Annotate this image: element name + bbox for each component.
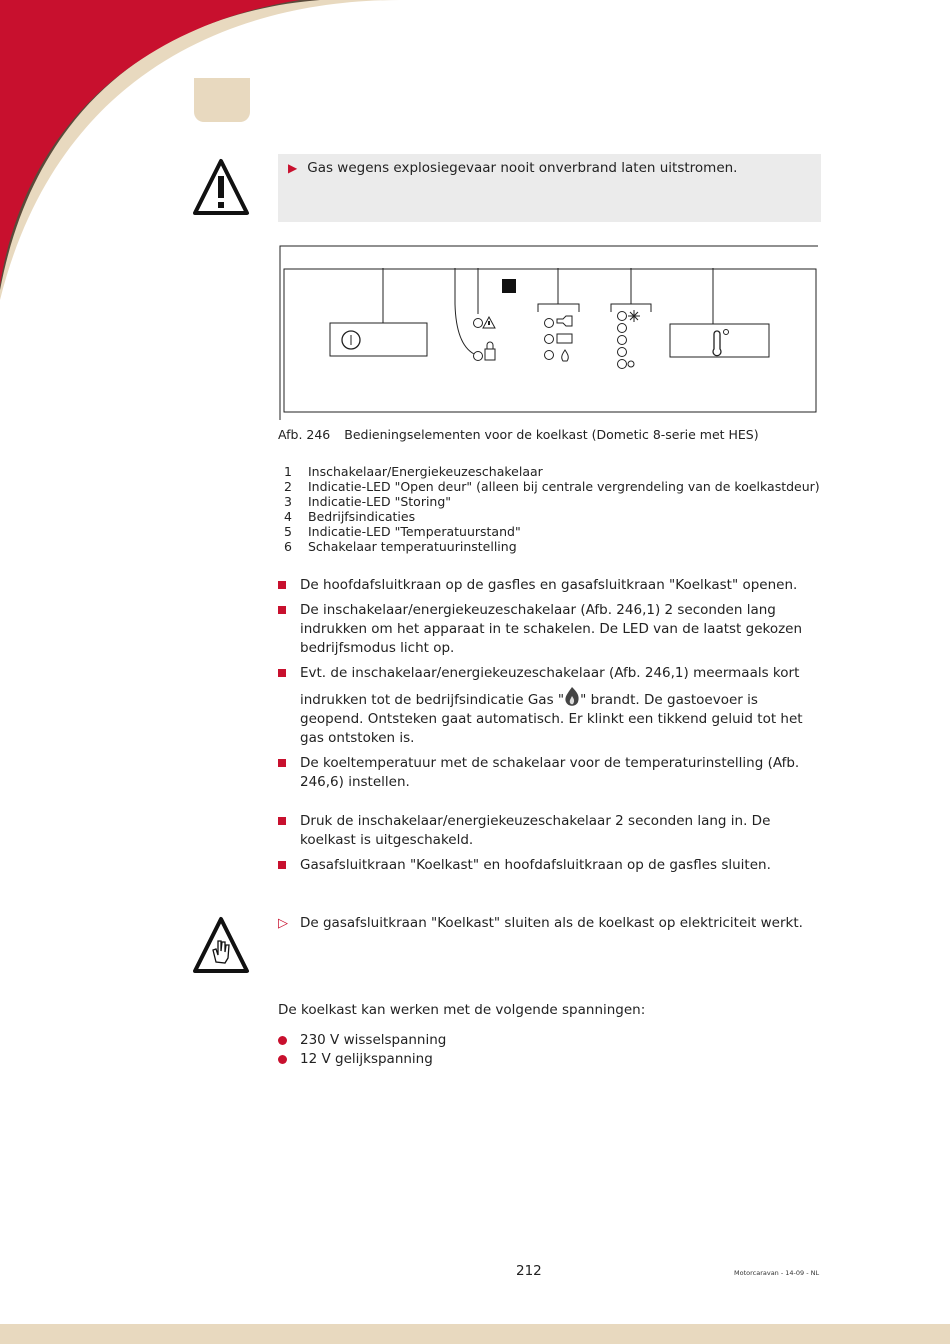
figure-number: Afb. 246 <box>278 427 331 442</box>
chapter-tab <box>194 78 250 122</box>
footer-text: Motorcaravan - 14-09 - NL <box>734 1269 820 1277</box>
warning-text: Gas wegens explosiegevaar nooit onverbrand laten uitstromen. <box>307 160 738 176</box>
square-bullet-icon <box>278 759 286 767</box>
voltage-item: 12 V gelijkspanning <box>278 1050 823 1069</box>
round-bullet-icon <box>278 1036 287 1045</box>
square-bullet-icon <box>278 861 286 869</box>
voltage-intro: De koelkast kan werken met de volgende spanningen: <box>278 1002 646 1018</box>
step-item: De inschakelaar/energiekeuzeschakelaar (Afb. 246,1) 2 seconden lang indrukken om het apparaat in te schakelen. De LED van de laatst gekozen bedrijfsmodus licht op. <box>278 601 823 658</box>
figure-caption <box>278 427 759 442</box>
attention-hand-icon <box>192 916 250 974</box>
step-item: De koeltemperatuur met de schakelaar voor de temperaturinstelling (Afb. 246,6) instellen. <box>278 754 823 792</box>
arrow-right-icon: ▶ <box>288 161 298 175</box>
square-bullet-icon <box>278 581 286 589</box>
round-bullet-icon <box>278 1055 287 1064</box>
footer-band <box>0 1324 950 1344</box>
step-item: Gasafsluitkraan "Koelkast" en hoofdafsluitkraan op de gasfles sluiten. <box>278 856 823 875</box>
legend-item: 2 Indicatie-LED "Open deur" (alleen bij centrale vergrendeling van de koelkastdeur) <box>284 479 820 494</box>
legend-item: 5 Indicatie-LED "Temperatuurstand" <box>284 524 521 539</box>
square-bullet-icon <box>278 669 286 677</box>
square-bullet-icon <box>278 817 286 825</box>
step-item: Evt. de inschakelaar/energiekeuzeschakelaar (Afb. 246,1) meermaals kort <box>278 664 823 683</box>
legend-item: 3 Indicatie-LED "Storing" <box>284 494 452 509</box>
gas-flame-icon <box>564 686 580 708</box>
step-item: Druk de inschakelaar/energiekeuzeschakelaar 2 seconden lang in. De koelkast is uitgeschakeld. <box>278 812 823 850</box>
page-number: 212 <box>516 1263 542 1279</box>
square-bullet-icon <box>278 606 286 614</box>
note-item: ▷ De gasafsluitkraan "Koelkast" sluiten als de koelkast op elektriciteit werkt. <box>278 915 803 931</box>
warning-box <box>278 154 821 222</box>
voltage-item: 230 V wisselspanning <box>278 1031 823 1050</box>
legend-item: 1 Inschakelaar/Energiekeuzeschakelaar <box>284 464 543 479</box>
figure-legend <box>284 464 820 554</box>
legend-item: 6 Schakelaar temperatuurinstelling <box>284 539 517 554</box>
step-item-continued: indrukken tot de bedrijfsindicatie Gas " " brandt. De gastoevoer is geopend. Ontsteken gaat automatisch. Er klinkt een tikkend geluid tot het gas ontstoken is. <box>278 686 823 748</box>
warning-triangle-icon <box>192 158 250 216</box>
triangle-outline-icon: ▷ <box>278 916 288 931</box>
step-item: De hoofdafsluitkraan op de gasfles en gasafsluitkraan "Koelkast" openen. <box>278 576 823 595</box>
control-panel-diagram <box>278 244 822 420</box>
figure-caption-text: Bedieningselementen voor de koelkast (Dometic 8-serie met HES) <box>344 427 759 442</box>
legend-item: 4 Bedrijfsindicaties <box>284 509 416 524</box>
